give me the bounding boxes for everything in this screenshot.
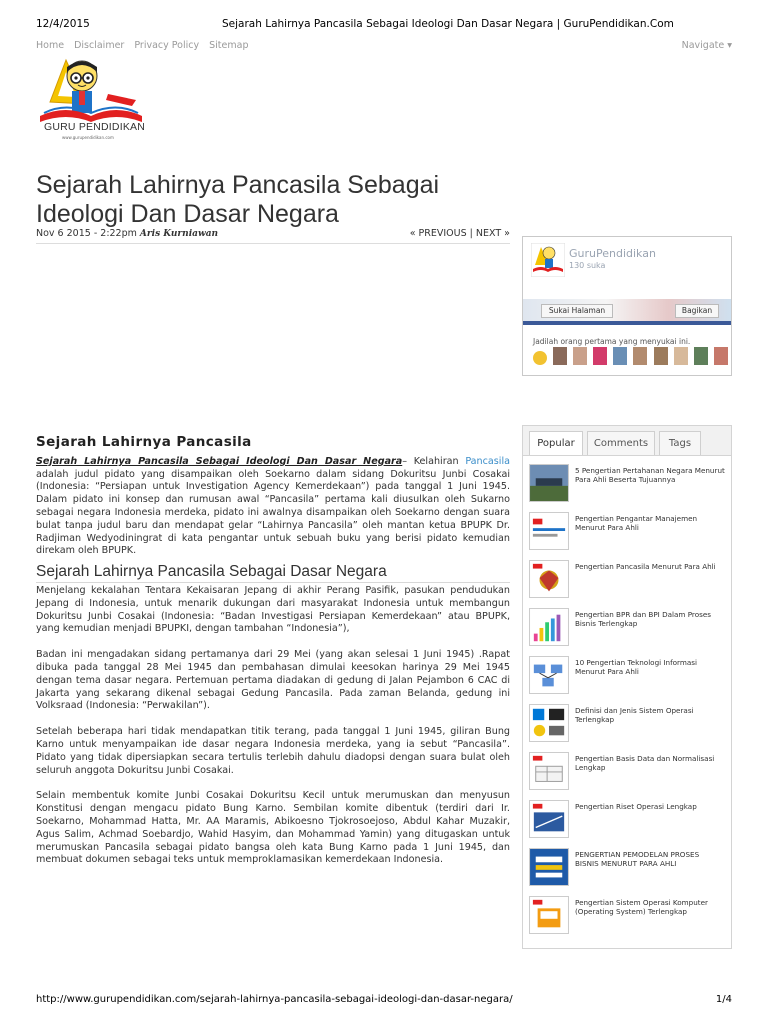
body-paragraph: Setelah beberapa hari tidak mendapatkan titik terang, pada tanggal 1 Juni 1945, giliran Bung Karno untuk menyampaikan ide dasar negara Indonesia merdeka, yang ia sebut “Pancasila”. Pidato yang tidak dipersiapkan secara tertulis terlebih dahulu diadopsi dengan suara bulat oleh seluruh anggota Dokuritsu Junbi Cosakai.: [36, 726, 510, 776]
tab-bar: [522, 425, 732, 455]
logo-text: GURU PENDIDIKAN: [44, 121, 146, 133]
popular-post-title[interactable]: 10 Pengertian Teknologi Informasi Menurut Para Ahli: [575, 658, 698, 676]
post-thumbnail-icon[interactable]: [529, 800, 569, 838]
article-body: [36, 436, 510, 880]
list-item[interactable]: [529, 464, 727, 508]
tab-popular[interactable]: Popular: [529, 431, 583, 457]
sidebar-tabs-widget: [522, 425, 732, 949]
face-avatar[interactable]: [674, 347, 688, 365]
post-thumbnail-icon[interactable]: [529, 608, 569, 646]
facebook-page-widget: [522, 236, 732, 376]
face-avatar[interactable]: [553, 347, 567, 365]
section-heading: Sejarah Lahirnya Pancasila: [36, 434, 252, 450]
popular-post-title[interactable]: Pengertian Sistem Operasi Komputer (Operating System) Terlengkap: [575, 898, 708, 916]
face-avatar[interactable]: [694, 347, 708, 365]
print-page-title: Sejarah Lahirnya Pancasila Sebagai Ideologi Dan Dasar Negara | GuruPendidikan.Com: [222, 18, 674, 30]
pancasila-link[interactable]: Pancasila: [465, 455, 510, 467]
lead-mid-text: – Kelahiran: [402, 455, 466, 467]
top-nav: [36, 40, 732, 54]
list-item[interactable]: [529, 848, 727, 892]
nav-home-link[interactable]: Home: [36, 40, 65, 51]
popular-post-title[interactable]: Pengertian Pancasila Menurut Para Ahli: [575, 562, 716, 571]
page-avatar-icon[interactable]: [531, 243, 565, 277]
face-avatar[interactable]: [714, 347, 728, 365]
cover-strip: [523, 321, 731, 325]
like-page-button[interactable]: Sukai Halaman: [541, 304, 613, 318]
print-date: 12/4/2015: [36, 18, 90, 30]
post-date: Nov 6 2015 - 2:22pm: [36, 228, 137, 239]
list-item[interactable]: [529, 704, 727, 748]
meta-divider: [36, 243, 510, 244]
next-link[interactable]: NEXT »: [475, 228, 510, 239]
lead-title-link[interactable]: Sejarah Lahirnya Pancasila Sebagai Ideologi Dan Dasar Negara: [36, 455, 403, 467]
list-item[interactable]: [529, 512, 727, 556]
body-paragraph: Selain membentuk komite Junbi Cosakai Dokuritsu Kecil untuk merumuskan dan menyusun Konstitusi dengan mengacu pidato Bung Karno. Sembilan komite dibentuk (terdiri dari Ir. Soekarno, Mohammad Hatta, Mr. AA Maramis, Abikoesno Tjokrosoejoso, Abdul Kahar Muzakir, Agus Salim, Achmad Soebardjo, Wahid Hasyim, dan Mohammad Yamin) yang ditugaskan untuk merumuskan Pancasila sebagai pidato bangsa oleh kata Bung Karno pada 1 Juni 1945, dan membuat dokumen sebagai teks untuk memproklamasikan kemerdekaan Indonesia.: [36, 790, 510, 866]
nav-sitemap-link[interactable]: Sitemap: [209, 40, 249, 51]
nav-privacy-policy-link[interactable]: Privacy Policy: [134, 40, 200, 51]
friend-faces: [533, 347, 729, 369]
article-meta: [36, 228, 510, 242]
face-avatar[interactable]: [613, 347, 627, 365]
popular-post-title[interactable]: 5 Pengertian Pertahanan Negara Menurut Para Ahli Beserta Tujuannya: [575, 466, 725, 484]
popular-post-title[interactable]: Pengertian Basis Data dan Normalisasi Lengkap: [575, 754, 715, 772]
popular-post-title[interactable]: Pengertian Riset Operasi Lengkap: [575, 802, 697, 811]
face-avatar[interactable]: [533, 351, 547, 365]
face-avatar[interactable]: [593, 347, 607, 365]
post-thumbnail-icon[interactable]: [529, 704, 569, 742]
face-avatar[interactable]: [633, 347, 647, 365]
post-thumbnail-icon[interactable]: [529, 896, 569, 934]
post-thumbnail-icon[interactable]: [529, 560, 569, 598]
popular-post-title[interactable]: PENGERTIAN PEMODELAN PROSES BISNIS MENURUT PARA AHLI: [575, 850, 700, 868]
page-cover: [523, 299, 731, 325]
print-header: [36, 18, 732, 32]
print-page-number: 1/4: [715, 994, 732, 1005]
popular-post-title[interactable]: Pengertian BPR dan BPI Dalam Proses Bisnis Terlengkap: [575, 610, 712, 628]
page-name[interactable]: GuruPendidikan: [569, 247, 656, 260]
first-like-text: Jadilah orang pertama yang menyukai ini.: [533, 337, 691, 346]
face-avatar[interactable]: [654, 347, 668, 365]
post-thumbnail-icon[interactable]: [529, 752, 569, 790]
logo-url: www.gurupendidikan.com: [62, 135, 114, 140]
print-url: http://www.gurupendidikan.com/sejarah-lahirnya-pancasila-sebagai-ideologi-dan-dasar-negara/: [36, 994, 513, 1005]
post-thumbnail-icon[interactable]: [529, 464, 569, 502]
print-footer: [36, 994, 732, 1008]
page-like-count: 130 suka: [569, 261, 606, 270]
tab-comments[interactable]: Comments: [587, 431, 655, 456]
nav-disclaimer-link[interactable]: Disclaimer: [74, 40, 125, 51]
share-button[interactable]: Bagikan: [675, 304, 719, 318]
post-thumbnail-icon[interactable]: [529, 512, 569, 550]
lead-rest-text: adalah judul pidato yang disampaikan oleh Soekarno dalam sidang Dokuritsu Junbi Cosakai (Indonesia: “Persiapan untuk Investigation Agency Kemerdekaan”) pada tanggal 1 Juni 1945. Dalam pidato ini konsep dan rumusan awal “Pancasila” pertama kali diusulkan oleh Sukarno sebagai negara Indonesia merdeka, pidato ini awalnya disampaikan oleh Soekarno dengan suara bulat tanpa judul baru dan mendapat gelar “Lahirnya Pancasila” oleh mantan ketua BPUPK Dr. Radjiman Wedyodiningrat di kata pengantar untuk sebuah buku yang berisi pidato kemudian direkam oleh BPUPK.: [36, 468, 510, 557]
article-title: Sejarah Lahirnya Pancasila Sebagai Ideologi Dan Dasar Negara: [36, 171, 440, 228]
face-avatar[interactable]: [573, 347, 587, 365]
list-item[interactable]: [529, 608, 727, 652]
post-author[interactable]: Aris Kurniawan: [139, 229, 219, 239]
body-paragraph: Menjelang kekalahan Tentara Kekaisaran Jepang di akhir Perang Pasifik, pasukan pendudukan Jepang di Indonesia, untuk menarik dukungan dari masyarakat Indonesia untuk membangun Dokuritsu Junbi Cosakai (Indonesia: “Badan Investigasi Persiapan Kemerdekaan” atau BPUPK, yang kemudian menjadi BPUPKI, dengan tambahan “Indonesia”),: [36, 584, 510, 635]
popular-post-title[interactable]: Pengertian Pengantar Manajemen Menurut Para Ahli: [575, 514, 698, 532]
body-paragraph: Badan ini mengadakan sidang pertamanya dari 29 Mei (yang akan selesai 1 Juni 1945) .Rapat dibuka pada tanggal 28 Mei 1945 dan pembahasan dimulai keesokan harinya 29 Mei 1945 dengan tema dasar negara. Pertemuan pertama diadakan di gedung di Jalan Pejambon 6 CAC di Jakarta yang sekarang dikenal sebagai Gedung Pancasila. Pada zaman Belanda, gedung ini Volksraad (Indonesia: “Perwakilan”).: [36, 649, 510, 712]
navigate-dropdown[interactable]: Navigate ▾: [681, 40, 732, 51]
list-item[interactable]: [529, 752, 727, 796]
post-thumbnail-icon[interactable]: [529, 848, 569, 886]
post-pager: [410, 228, 510, 239]
popular-post-title[interactable]: Definisi dan Jenis Sistem Operasi Terlengkap: [575, 706, 694, 724]
list-item[interactable]: [529, 656, 727, 700]
pager-separator: |: [469, 228, 473, 239]
list-item[interactable]: [529, 800, 727, 844]
popular-list: [522, 455, 732, 949]
tab-tags[interactable]: Tags: [659, 431, 701, 456]
list-item[interactable]: [529, 560, 727, 604]
lead-paragraph: [36, 456, 510, 558]
subheading: Sejarah Lahirnya Pancasila Sebagai Dasar Negara: [36, 566, 510, 583]
previous-link[interactable]: « PREVIOUS: [409, 228, 467, 239]
list-item[interactable]: [529, 896, 727, 940]
post-thumbnail-icon[interactable]: [529, 656, 569, 694]
